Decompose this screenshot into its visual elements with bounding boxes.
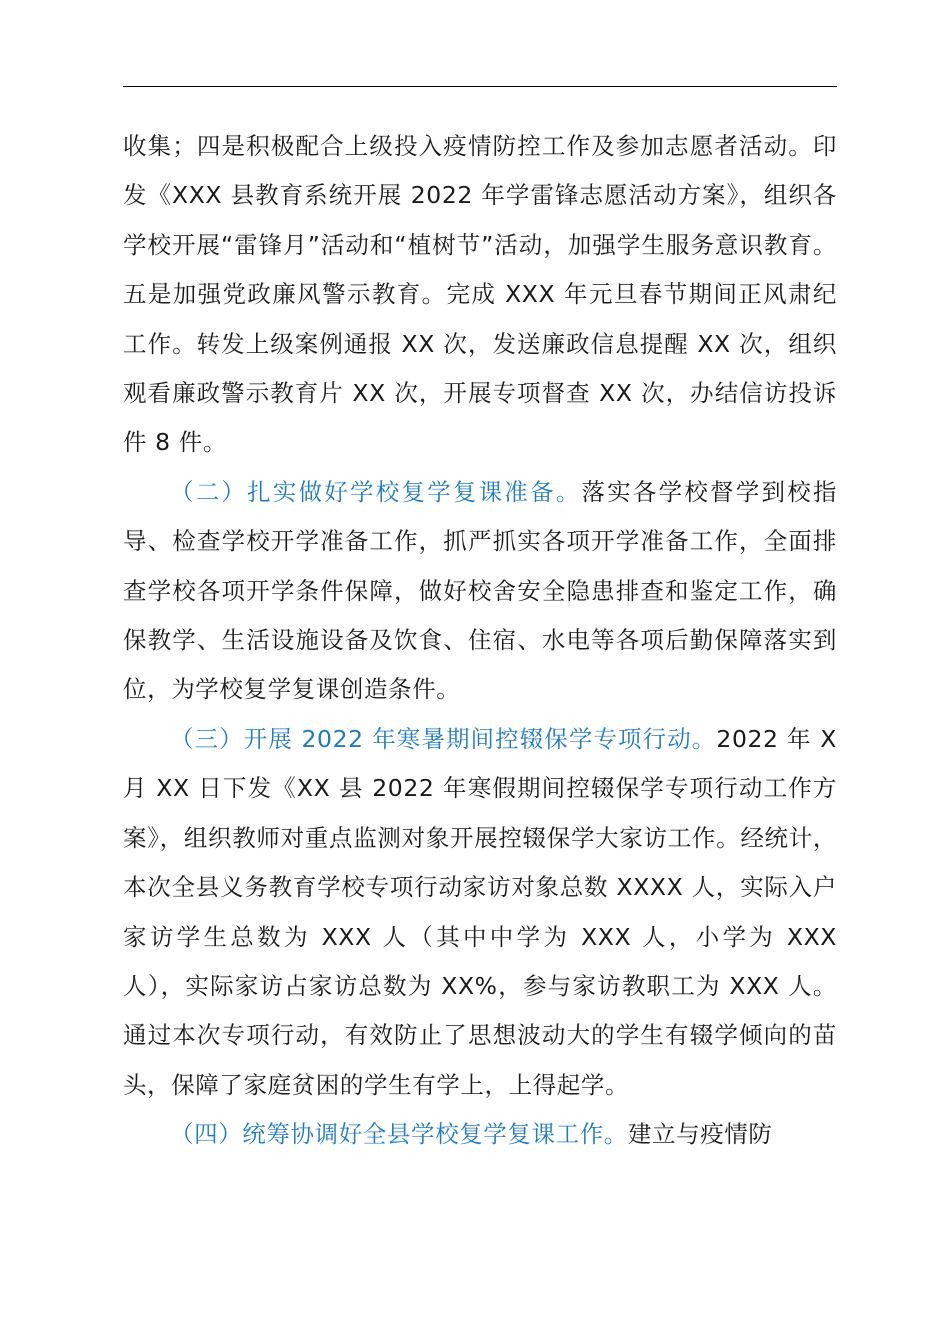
section-4-text: 建立与疫情防 — [627, 1120, 773, 1149]
section-4-heading: （四）统筹协调好全县学校复学复课工作。 — [170, 1120, 628, 1149]
document-body — [123, 122, 837, 1160]
section-3-heading: （三）开展 2022 年寒暑期间控辍保学专项行动。 — [170, 724, 717, 753]
paragraph-1-text: 收集；四是积极配合上级投入疫情防控工作及参加志愿者活动。印发《XXX 县教育系统开展 2022 年学雷锋志愿活动方案》，组织各学校开展“雷锋月”活动和“植树节”活动，加强学生服务意识教育。五是加强党政廉风警示教育。完成 XXX 年元旦春节期间正风肃纪工作。转发上级案例通报 XX 次，发送廉政信息提醒 XX 次，组织观看廉政警示教育片 XX 次，开展专项督查 XX 次，办结信访投诉件 8 件。 — [123, 132, 837, 457]
paragraph-section-4 — [123, 1110, 837, 1159]
paragraph-continuation — [123, 122, 837, 468]
paragraph-section-2 — [123, 468, 837, 715]
paragraph-section-3 — [123, 715, 837, 1110]
section-2-heading: （二）扎实做好学校复学复课准备。 — [170, 477, 582, 506]
header-rule — [123, 86, 837, 87]
section-3-text: 2022 年 X 月 XX 日下发《XX 县 2022 年寒假期间控辍保学专项行动工作方案》，组织教师对重点监测对象开展控辍保学大家访工作。经统计，本次全县义务教育学校专项行动家访对象总数 XXXX 人，实际入户家访学生总数为 XXX 人（其中中学为 XXX 人，小学为 XXX 人），实际家访占家访总数为 XX%，参与家访教职工为 XXX 人。通过本次专项行动，有效防止了思想波动大的学生有辍学倾向的苗头，保障了家庭贫困的学生有学上，上得起学。 — [123, 724, 837, 1099]
section-2-text: 落实各学校督学到校指导、检查学校开学准备工作，抓严抓实各项开学准备工作，全面排查学校各项开学条件保障，做好校舍安全隐患排查和鉴定工作，确保教学、生活设施设备及饮食、住宿、水电等各项后勤保障落实到位，为学校复学复课创造条件。 — [123, 477, 837, 704]
